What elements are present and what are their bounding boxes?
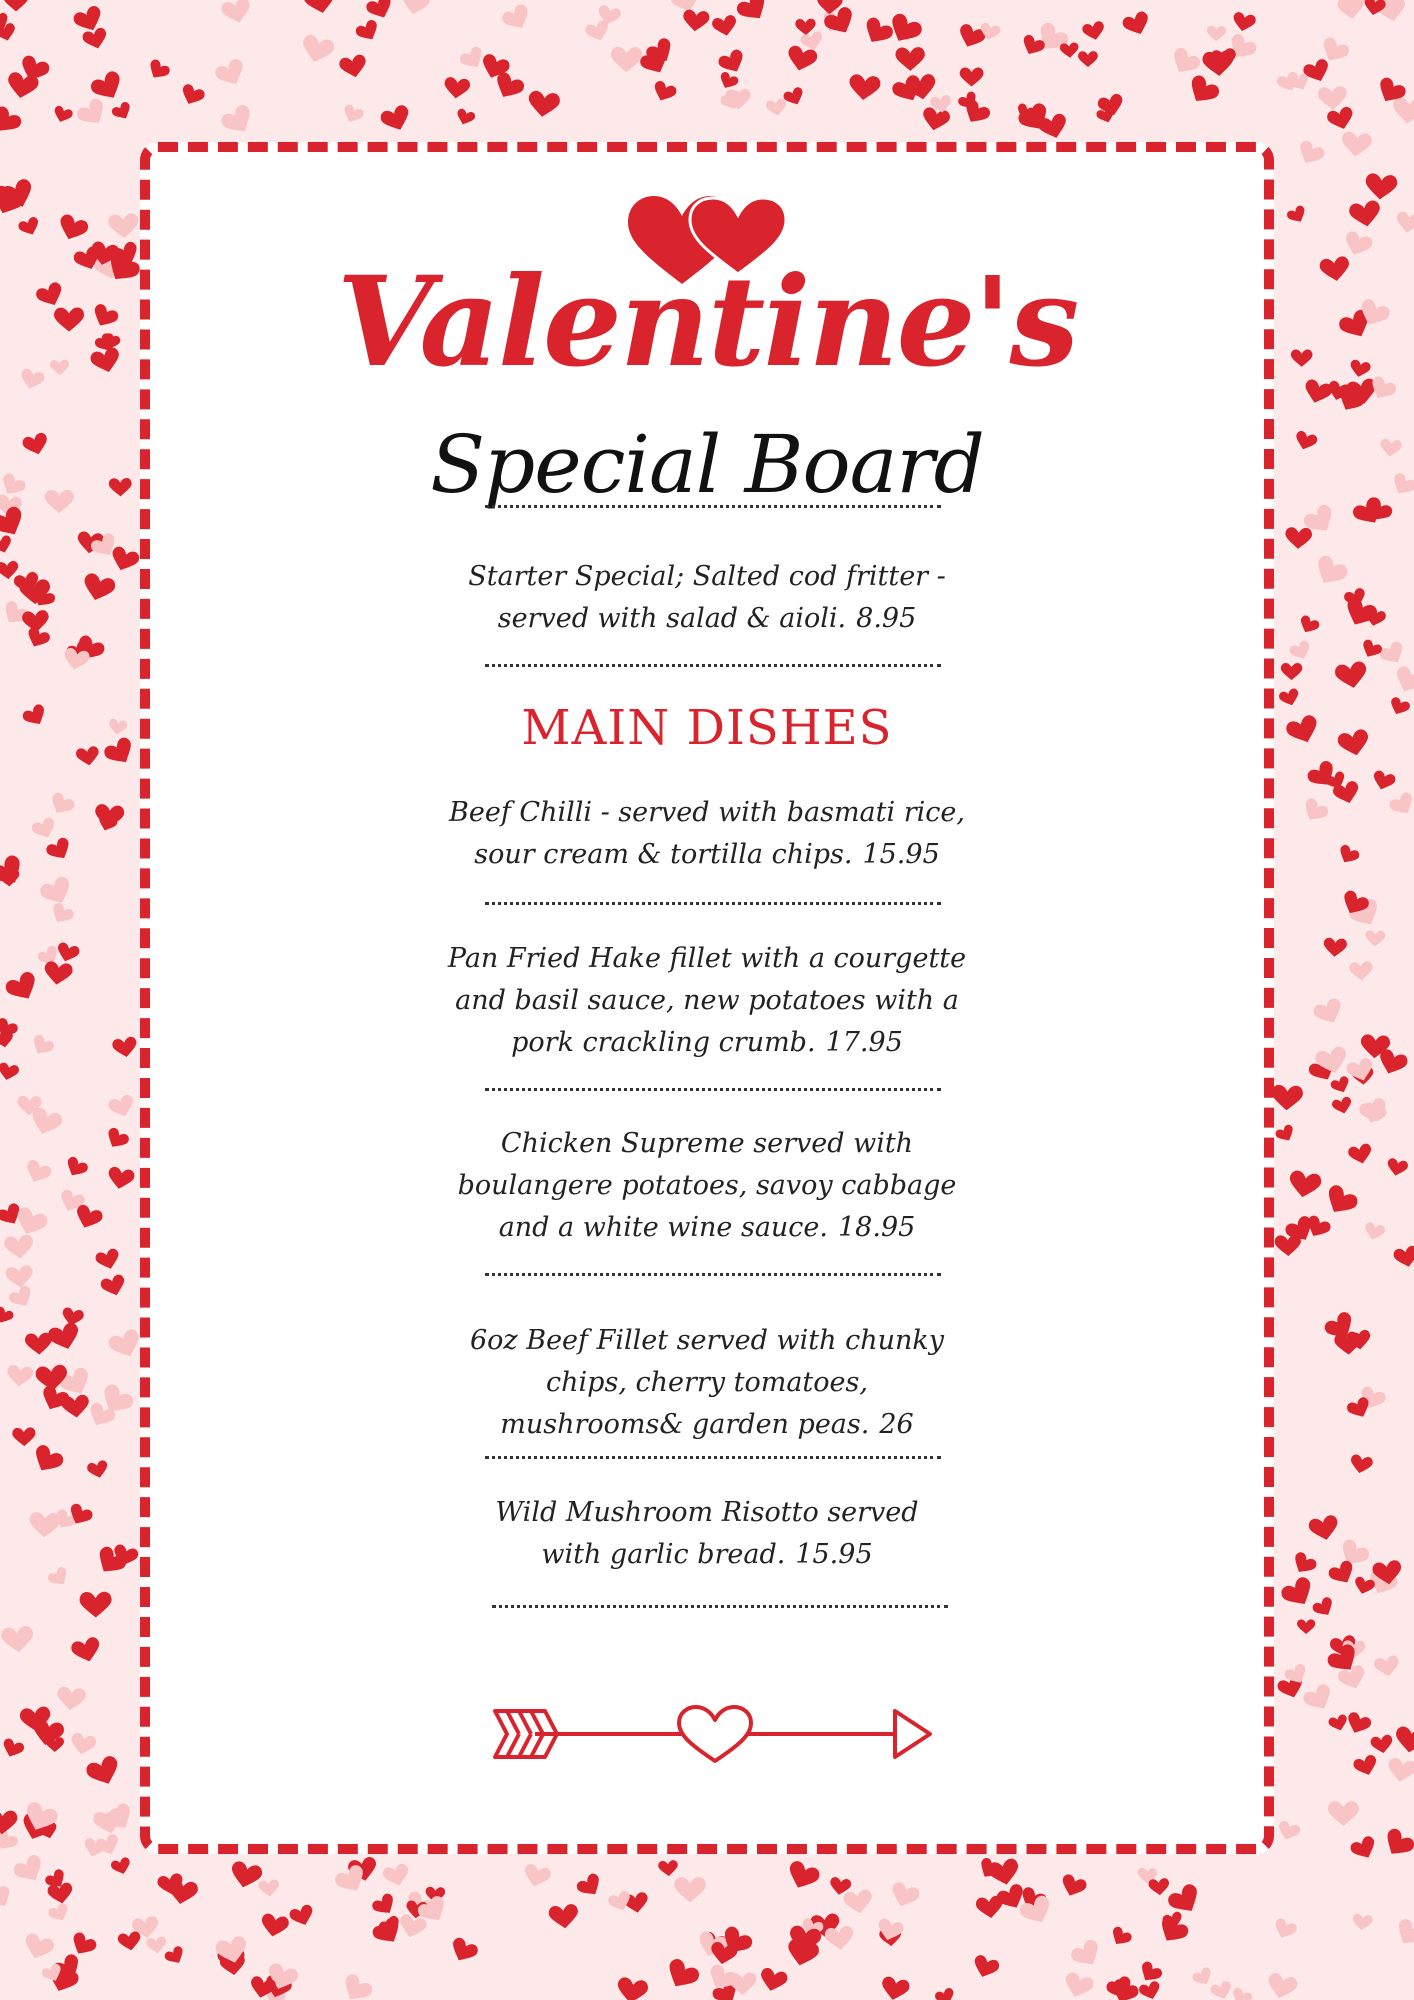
confetti-heart — [1348, 199, 1383, 229]
confetti-heart — [879, 1975, 911, 2000]
confetti-heart — [103, 1126, 131, 1152]
confetti-heart — [1385, 1157, 1408, 1177]
confetti-heart — [682, 9, 710, 33]
confetti-heart — [1373, 1655, 1401, 1679]
confetti-heart — [1394, 1726, 1414, 1755]
confetti-heart — [80, 572, 117, 605]
confetti-heart — [219, 103, 258, 140]
confetti-heart — [56, 1686, 86, 1711]
confetti-heart — [888, 1881, 921, 1911]
confetti-heart — [1327, 1559, 1359, 1589]
confetti-heart — [1323, 937, 1347, 957]
confetti-heart — [379, 103, 414, 135]
confetti-heart — [86, 1459, 110, 1480]
confetti-heart — [1370, 1734, 1394, 1755]
confetti-heart — [89, 302, 120, 331]
confetti-heart — [84, 1754, 123, 1790]
confetti-heart — [1271, 1917, 1298, 1942]
confetti-heart — [1274, 1123, 1297, 1145]
divider — [485, 664, 941, 667]
confetti-heart — [1148, 1878, 1170, 1896]
confetti-heart — [75, 96, 111, 131]
divider — [485, 1088, 941, 1091]
item-line: and basil sauce, new potatoes with a — [455, 985, 959, 1016]
item-line: Wild Mushroom Risotto served — [495, 1497, 919, 1528]
confetti-heart — [611, 47, 643, 73]
confetti-heart — [228, 1860, 264, 1891]
title-valentines: Valentine's — [336, 250, 1078, 395]
confetti-heart — [107, 1093, 137, 1120]
confetti-heart — [1279, 1575, 1318, 1612]
item-price: 26 — [879, 1409, 914, 1440]
confetti-heart — [734, 0, 772, 27]
confetti-heart — [99, 1273, 128, 1299]
confetti-heart — [1387, 696, 1411, 718]
confetti-heart — [960, 67, 984, 86]
confetti-heart — [1364, 173, 1398, 201]
confetti-heart — [1278, 687, 1301, 708]
confetti-heart — [521, 1863, 552, 1890]
confetti-heart — [1352, 1913, 1374, 1931]
confetti-heart — [824, 1925, 855, 1951]
menu-item-beef-fillet — [150, 1320, 1264, 1446]
starter-price: 8.95 — [856, 603, 917, 634]
menu-item-beef-chilli — [150, 792, 1264, 876]
confetti-heart — [111, 1036, 138, 1059]
item-line: and a white wine sauce. — [498, 1212, 828, 1243]
confetti-heart — [548, 1903, 580, 1930]
confetti-heart — [5, 1265, 34, 1290]
confetti-heart — [25, 1332, 53, 1355]
confetti-heart — [784, 1859, 822, 1893]
confetti-heart — [1265, 1972, 1299, 2000]
confetti-heart — [1337, 0, 1365, 20]
confetti-heart — [1377, 639, 1408, 668]
confetti-heart — [1336, 843, 1362, 867]
confetti-heart — [28, 1033, 55, 1059]
confetti-heart — [303, 0, 338, 16]
confetti-heart — [1380, 1826, 1414, 1862]
confetti-heart — [717, 71, 740, 92]
item-line: 6oz Beef Fillet served with chunky — [470, 1325, 944, 1356]
confetti-heart — [1386, 1757, 1414, 1785]
confetti-heart — [220, 0, 253, 26]
confetti-heart — [110, 100, 134, 123]
confetti-heart — [51, 105, 74, 125]
confetti-heart — [1312, 996, 1347, 1028]
confetti-heart — [47, 1902, 72, 1925]
confetti-heart — [54, 307, 84, 331]
confetti-heart — [0, 1305, 15, 1326]
confetti-heart — [1299, 796, 1330, 826]
confetti-heart — [1297, 1619, 1315, 1634]
confetti-heart — [55, 213, 90, 245]
confetti-heart — [758, 1967, 789, 1994]
confetti-heart — [18, 367, 46, 391]
confetti-heart — [0, 1884, 15, 1912]
confetti-heart — [1061, 1971, 1095, 2000]
confetti-heart — [1294, 139, 1326, 169]
confetti-heart — [1365, 930, 1385, 947]
confetti-heart — [340, 103, 365, 126]
section-title-main-dishes: MAIN DISHES — [521, 700, 893, 756]
confetti-heart — [4, 0, 29, 11]
confetti-heart — [658, 1860, 679, 1877]
menu-item-chicken-supreme — [150, 1123, 1264, 1249]
confetti-heart — [1281, 663, 1302, 680]
confetti-heart — [163, 1945, 187, 1968]
confetti-heart — [110, 1856, 133, 1877]
confetti-heart — [1392, 1245, 1414, 1270]
confetti-heart — [1108, 1925, 1134, 1949]
confetti-heart — [69, 1732, 98, 1757]
confetti-heart — [1317, 86, 1347, 111]
confetti-heart — [1078, 51, 1098, 67]
confetti-heart — [1302, 378, 1334, 406]
confetti-heart — [81, 27, 109, 52]
item-line: Beef Chilli - served with basmati rice, — [449, 797, 965, 828]
starter-item — [150, 556, 1264, 640]
confetti-heart — [1271, 1084, 1304, 1111]
confetti-heart — [843, 1889, 875, 1916]
confetti-heart — [575, 1872, 606, 1901]
confetti-heart — [365, 0, 396, 22]
confetti-heart — [1285, 527, 1313, 549]
confetti-heart — [0, 534, 14, 555]
confetti-heart — [89, 346, 123, 376]
confetti-heart — [1285, 204, 1308, 226]
confetti-heart — [1284, 713, 1322, 747]
confetti-heart — [70, 1636, 103, 1665]
confetti-heart — [258, 1879, 280, 1897]
confetti-heart — [382, 1862, 412, 1888]
item-price: 18.95 — [838, 1212, 916, 1243]
divider — [485, 505, 941, 508]
confetti-heart — [895, 47, 925, 71]
starter-line-1: Starter Special; Salted cod fritter - — [468, 561, 946, 592]
item-line: mushrooms& garden peas. — [500, 1409, 870, 1440]
confetti-heart — [1329, 1075, 1352, 1096]
confetti-heart — [108, 213, 140, 239]
title-special-board: Special Board — [430, 418, 984, 511]
confetti-heart — [1391, 1917, 1414, 1951]
confetti-heart — [299, 33, 336, 66]
confetti-heart — [454, 108, 476, 128]
confetti-heart — [860, 15, 896, 49]
confetti-heart — [1206, 25, 1226, 41]
confetti-heart — [1370, 769, 1396, 792]
confetti-heart — [970, 1954, 1001, 1981]
confetti-heart — [21, 1932, 56, 1963]
confetti-heart — [44, 836, 74, 864]
confetti-heart — [1387, 790, 1414, 819]
confetti-heart — [1287, 1169, 1323, 1200]
item-price: 15.95 — [862, 839, 940, 870]
confetti-heart — [46, 1321, 83, 1354]
confetti-heart — [1191, 1966, 1216, 1989]
confetti-heart — [1136, 1960, 1164, 1987]
confetti-heart — [43, 961, 74, 987]
confetti-heart — [6, 1365, 34, 1388]
confetti-heart — [1081, 20, 1106, 42]
confetti-heart — [1341, 230, 1374, 260]
confetti-heart — [12, 1427, 36, 1446]
confetti-heart — [55, 941, 81, 964]
confetti-heart — [1344, 1711, 1373, 1738]
confetti-heart — [46, 1565, 72, 1589]
confetti-heart — [45, 490, 74, 513]
confetti-heart — [1334, 660, 1369, 690]
confetti-heart — [1017, 1893, 1055, 1929]
confetti-heart — [109, 478, 132, 497]
confetti-heart — [1379, 438, 1402, 457]
menu-item-pan-fried-hake — [150, 938, 1264, 1064]
confetti-heart — [1340, 131, 1372, 158]
confetti-heart — [500, 2, 534, 34]
confetti-heart — [0, 104, 24, 138]
confetti-heart — [22, 1158, 53, 1187]
item-line: with garlic bread. — [541, 1539, 786, 1570]
confetti-heart — [259, 1913, 290, 1940]
confetti-heart — [1349, 961, 1374, 982]
confetti-heart — [63, 1155, 90, 1180]
starter-line-2: served with salad & aioli. — [497, 603, 847, 634]
confetti-heart — [1, 1625, 35, 1653]
confetti-heart — [1138, 1980, 1163, 2000]
confetti-heart — [1060, 42, 1080, 58]
divider — [492, 1605, 948, 1608]
confetti-heart — [146, 1936, 168, 1954]
item-line: sour cream & tortilla chips. — [474, 839, 853, 870]
confetti-heart — [1308, 1514, 1341, 1543]
confetti-heart — [1349, 1834, 1380, 1863]
item-line: pork crackling crumb. — [511, 1027, 816, 1058]
confetti-heart — [765, 98, 788, 117]
confetti-heart — [1321, 1183, 1360, 1220]
confetti-heart — [0, 1062, 20, 1082]
confetti-heart — [370, 1892, 399, 1920]
confetti-heart — [47, 791, 77, 819]
confetti-heart — [117, 1931, 142, 1953]
confetti-heart — [711, 14, 739, 38]
confetti-heart — [399, 0, 430, 17]
confetti-heart — [662, 1956, 702, 1994]
confetti-heart — [29, 1443, 66, 1478]
menu-item-mushroom-risotto — [150, 1492, 1264, 1576]
confetti-heart — [1349, 1454, 1374, 1476]
confetti-heart — [1275, 1819, 1301, 1843]
confetti-heart — [145, 58, 172, 84]
confetti-heart — [75, 745, 101, 767]
confetti-heart — [1359, 638, 1384, 661]
confetti-heart — [1391, 664, 1414, 697]
confetti-heart — [1293, 430, 1319, 453]
confetti-heart — [30, 816, 59, 842]
confetti-heart — [50, 359, 70, 375]
confetti-heart — [48, 901, 76, 928]
confetti-heart — [106, 1327, 144, 1362]
confetti-heart — [1297, 614, 1321, 637]
confetti-heart — [527, 90, 561, 119]
confetti-heart — [34, 280, 66, 310]
confetti-heart — [920, 106, 951, 133]
confetti-heart — [178, 83, 206, 109]
confetti-heart — [458, 45, 488, 73]
confetti-heart — [799, 30, 825, 53]
confetti-heart — [1336, 728, 1371, 759]
confetti-heart — [107, 718, 128, 736]
item-line: boulangere potatoes, savoy cabbage — [457, 1170, 957, 1201]
confetti-heart — [1352, 1754, 1380, 1779]
item-price: 15.95 — [795, 1539, 873, 1570]
confetti-heart — [1165, 1882, 1204, 1919]
confetti-heart — [1209, 1980, 1234, 2000]
confetti-heart — [106, 1166, 136, 1191]
confetti-heart — [1301, 1682, 1337, 1715]
confetti-heart — [1121, 10, 1153, 39]
confetti-heart — [288, 1903, 316, 1928]
confetti-heart — [1288, 639, 1314, 663]
arrow-heart-icon — [485, 1699, 945, 1769]
item-price: 17.95 — [825, 1027, 903, 1058]
confetti-heart — [0, 868, 20, 887]
confetti-heart — [94, 1247, 122, 1272]
confetti-heart — [1184, 73, 1222, 109]
divider — [485, 902, 941, 905]
confetti-heart — [1347, 1143, 1374, 1167]
confetti-heart — [21, 703, 50, 730]
item-line: Pan Fried Hake fillet with a courgette — [447, 943, 967, 974]
item-line: Chicken Supreme served with — [500, 1128, 914, 1159]
confetti-heart — [848, 74, 881, 102]
confetti-heart — [1058, 1873, 1088, 1900]
confetti-heart — [102, 735, 138, 769]
confetti-heart — [1311, 1595, 1337, 1620]
confetti-heart — [108, 545, 141, 575]
confetti-heart — [1229, 1986, 1254, 2000]
confetti-heart — [1231, 11, 1257, 33]
divider — [485, 1456, 941, 1459]
confetti-heart — [1395, 211, 1414, 235]
menu-board — [140, 142, 1274, 1854]
confetti-heart — [1348, 359, 1371, 379]
confetti-heart — [1319, 255, 1352, 283]
confetti-heart — [443, 76, 471, 99]
confetti-heart — [934, 1987, 957, 2000]
confetti-heart — [0, 1737, 25, 1760]
confetti-heart — [3, 969, 42, 1005]
confetti-heart — [11, 1853, 48, 1888]
divider — [485, 1273, 941, 1276]
confetti-heart — [1326, 105, 1357, 132]
confetti-heart — [1291, 350, 1313, 367]
item-line: chips, cherry tomatoes, — [546, 1367, 868, 1398]
confetti-heart — [0, 1810, 18, 1835]
confetti-heart — [22, 610, 50, 634]
confetti-heart — [716, 48, 748, 78]
confetti-heart — [447, 1936, 480, 1967]
confetti-heart — [650, 79, 678, 104]
confetti-heart — [795, 18, 816, 35]
confetti-heart — [1167, 46, 1203, 80]
title-block — [150, 192, 1264, 612]
confetti-heart — [674, 1877, 706, 1902]
confetti-heart — [21, 432, 51, 458]
confetti-heart — [1327, 1713, 1349, 1733]
confetti-heart — [1362, 1221, 1386, 1242]
confetti-heart — [7, 1284, 36, 1312]
confetti-heart — [1069, 1937, 1105, 1972]
confetti-heart — [615, 1976, 649, 2000]
confetti-heart — [354, 18, 382, 44]
confetti-heart — [1388, 471, 1414, 499]
confetti-heart — [4, 1234, 35, 1260]
confetti-heart — [338, 1972, 375, 2000]
confetti-heart — [79, 1592, 111, 1618]
confetti-heart — [338, 53, 369, 79]
confetti-heart — [29, 1512, 61, 1538]
confetti-heart — [1328, 1801, 1359, 1826]
confetti-heart — [1331, 1096, 1354, 1116]
confetti-heart — [213, 57, 249, 90]
confetti-heart — [1289, 1550, 1318, 1578]
confetti-heart — [1310, 553, 1350, 591]
confetti-heart — [1391, 97, 1414, 125]
confetti-heart — [17, 216, 42, 239]
